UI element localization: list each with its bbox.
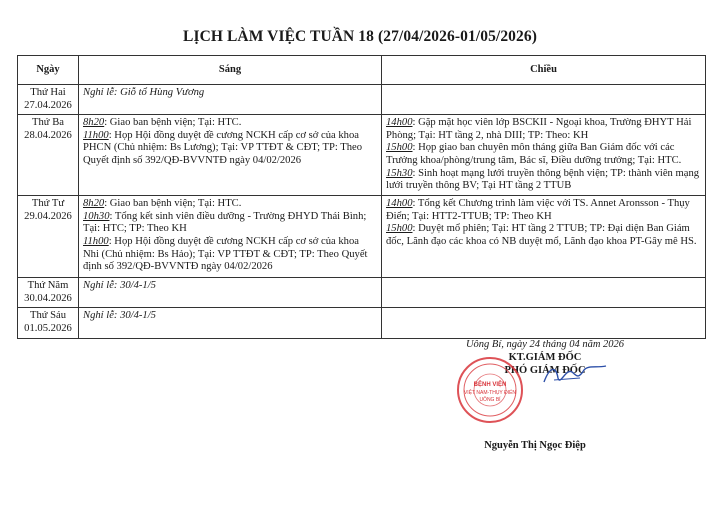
day-name: Thứ Năm: [27, 280, 69, 292]
day-name: Thứ Sáu: [29, 310, 67, 322]
day-cell: [18, 278, 79, 308]
afternoon-cell: [382, 115, 706, 196]
place-date: Uông Bí, ngày 24 tháng 04 năm 2026: [465, 339, 625, 350]
morning-cell: [79, 278, 382, 308]
header-afternoon: Chiều: [382, 56, 706, 85]
day-name: Thứ Hai: [30, 87, 66, 98]
afternoon-cell: [382, 278, 706, 308]
morning-cell: [79, 196, 382, 278]
event-time: 10h30: [83, 210, 110, 222]
page-title: LỊCH LÀM VIỆC TUẦN 18 (27/04/2026-01/05/2026): [183, 28, 537, 45]
afternoon-cell: [382, 196, 706, 278]
event-entry: [386, 223, 701, 248]
event-text: : Giao ban bệnh viện; Tại: HTC.: [104, 198, 242, 210]
event-time: 11h00: [83, 129, 109, 141]
event-time: 14h00: [386, 117, 413, 129]
event-text: : Tổng kết Chương trình làm việc với TS. Annet Aronsson - Thụy Điển; Tại: HTT2-TTUB; TP: Theo KH: [386, 198, 690, 222]
event-time: 15h00: [386, 223, 413, 235]
day-cell: [18, 308, 79, 338]
svg-text:BỆNH VIỆN: BỆNH VIỆN: [473, 382, 507, 388]
handwritten-signature-icon: [540, 362, 610, 388]
day-date: 27.04.2026: [24, 99, 72, 111]
signer-role-2: PHÓ GIÁM ĐỐC: [504, 365, 586, 376]
table-row: [18, 85, 706, 115]
event-entry: [83, 280, 377, 293]
signer-name: Nguyễn Thị Ngọc Điệp: [484, 440, 586, 451]
event-time: 8h20: [83, 117, 105, 129]
signer-role-1: KT.GIÁM ĐỐC: [508, 352, 582, 363]
event-entry: [83, 211, 377, 236]
event-text: : Sinh hoạt mạng lưới truyền thông bệnh viện; TP: thành viên mạng lưới truyền thông BV; Tại HT tầng 2 TTUB: [386, 167, 700, 192]
day-date: 29.04.2026: [24, 210, 72, 222]
afternoon-cell: [382, 308, 706, 338]
official-stamp-icon: [455, 355, 525, 425]
event-time: 15h00: [386, 142, 413, 154]
event-text: : Họp Hội đồng duyệt đề cương NCKH cấp cơ sở của khoa PHCN (Chủ nhiệm: Bs Lương); Tại: VP TTĐT & CĐT; TP: Theo Quyết định số 392/QĐ-BVVNTĐ ngày 04/02/2026: [83, 129, 363, 166]
event-entry: [386, 198, 701, 223]
table-row: [18, 196, 706, 278]
day-name: Thứ Tư: [31, 198, 65, 210]
table-row: [18, 308, 706, 338]
table-row: [18, 278, 706, 308]
svg-text:UÔNG BÍ: UÔNG BÍ: [479, 397, 501, 403]
event-text: Nghỉ lễ: 30/4-1/5: [83, 280, 156, 292]
event-time: 8h20: [83, 198, 105, 210]
event-time: 11h00: [83, 235, 109, 247]
event-entry: [83, 117, 377, 130]
event-text: : Tổng kết sinh viên điều dưỡng - Trường ĐHYD Thái Bình; Tại: HTC; TP: Theo KH: [83, 210, 367, 235]
table-header-row: [18, 56, 706, 85]
day-name: Thứ Ba: [32, 117, 64, 129]
event-text: : Gặp mặt học viên lớp BSCKII - Ngoại khoa, Trường ĐHYT Hải Phòng; Tại: HT tầng 2, nhà DIII; TP: Theo: KH: [386, 117, 692, 141]
event-text: : Họp Hội đồng duyệt đề cương NCKH cấp cơ sở của khoa Nhi (Chủ nhiệm: Bs Hảo); Tại: VP TTĐT & CĐT; TP: Theo Quyết định số 392/QĐ-BVVNTĐ ngày 04/02/2026: [83, 235, 368, 273]
event-entry: [83, 236, 377, 274]
event-entry: [83, 87, 377, 100]
day-date: 28.04.2026: [24, 129, 72, 141]
header-day: Ngày: [18, 56, 79, 85]
morning-cell: [79, 115, 382, 196]
event-entry: [386, 117, 701, 142]
event-entry: [386, 142, 701, 167]
header-morning: Sáng: [79, 56, 382, 85]
event-text: Nghỉ lễ: Giỗ tổ Hùng Vương: [83, 87, 205, 98]
day-date: 30.04.2026: [24, 292, 72, 304]
event-time: 15h30: [386, 167, 413, 179]
event-text: Nghỉ lễ: 30/4-1/5: [83, 310, 156, 322]
event-entry: [83, 310, 377, 323]
afternoon-cell: [382, 85, 706, 115]
event-text: : Họp giao ban chuyên môn tháng giữa Ban Giám đốc với các Trưởng khoa/phòng/trung tâm, Bác sĩ, Điều dưỡng trưởng; Tại: HTC.: [386, 142, 682, 166]
table-row: [18, 115, 706, 196]
day-date: 01.05.2026: [24, 322, 72, 334]
event-text: : Giao ban bệnh viện; Tại: HTC.: [104, 117, 242, 129]
morning-cell: [79, 308, 382, 338]
event-entry: [83, 130, 377, 168]
day-cell: [18, 115, 79, 196]
event-entry: [83, 198, 377, 211]
day-cell: [18, 196, 79, 278]
event-time: 14h00: [386, 198, 413, 210]
svg-text:VIỆT NAM-THỤY ĐIỂN: VIỆT NAM-THỤY ĐIỂN: [463, 390, 517, 396]
day-cell: [18, 85, 79, 115]
schedule-table: [17, 55, 706, 339]
event-entry: [386, 168, 701, 193]
event-text: : Duyệt mổ phiên; Tại: HT tầng 2 TTUB; TP: Đại diện Ban Giám đốc, Lãnh đạo các khoa có NB duyệt mổ, Lãnh đạo khoa PT-Gây mê HS.: [386, 223, 697, 247]
morning-cell: [79, 85, 382, 115]
